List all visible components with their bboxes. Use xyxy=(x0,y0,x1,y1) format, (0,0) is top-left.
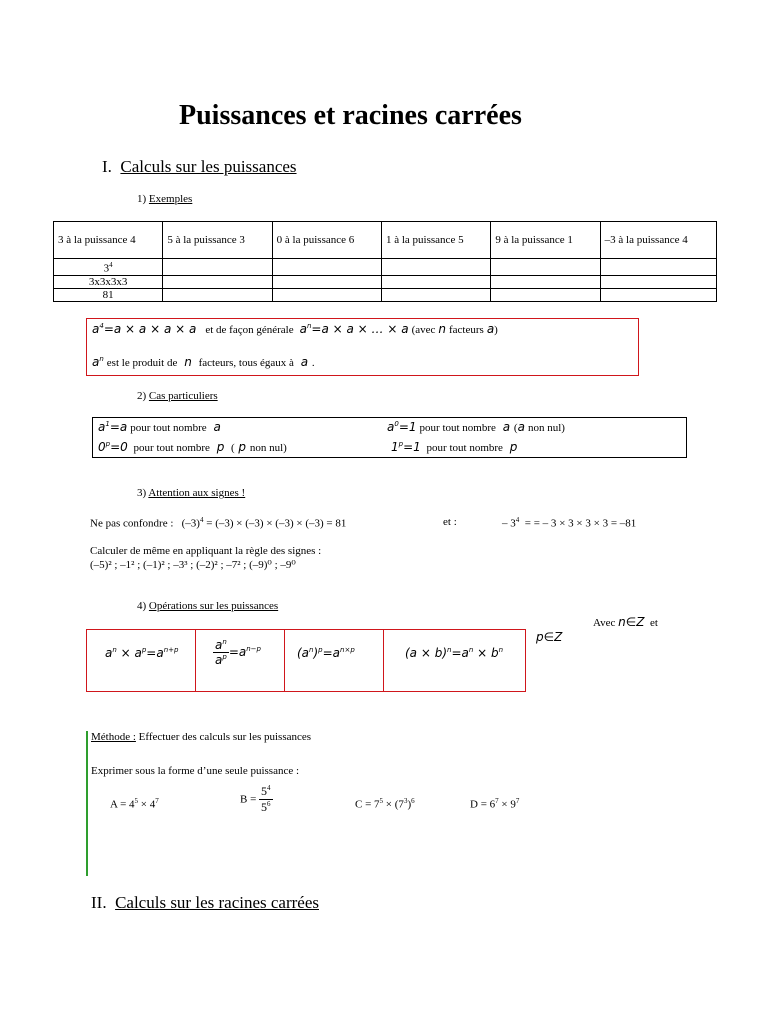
exp: 3 xyxy=(403,797,408,805)
factor: (–3) xyxy=(275,517,294,530)
table-cell xyxy=(600,275,716,288)
calculer-text: Calculer de même en appliquant la règle des signes : xyxy=(90,545,322,557)
paren-close: ) xyxy=(494,324,498,336)
case-a1: $a^1=a$ pour tout nombre a xyxy=(98,420,221,434)
minus-three-power-line: – $3^4$ = = – 3 × 3 × 3 × 3 = –81 xyxy=(502,516,637,530)
exercise-c xyxy=(355,797,415,811)
subsection-3-title: Attention aux signes ! xyxy=(148,487,246,499)
period: . xyxy=(311,357,315,369)
subsection-4-number: 4) xyxy=(137,600,147,612)
table-header-cell: 3 à la puissance 4 xyxy=(54,222,163,259)
result: = 81 xyxy=(326,517,347,530)
case-a0: $a^0=1$ pour tout nombre a (a non nul) xyxy=(387,420,565,434)
pour-tout-text: pour tout nombre xyxy=(133,442,210,454)
avec-condition xyxy=(593,615,658,629)
divider xyxy=(284,630,285,691)
method-heading xyxy=(91,731,311,743)
times-icon: × xyxy=(576,517,583,530)
three: 3 xyxy=(585,517,591,530)
table-header-cell: 1 à la puissance 5 xyxy=(381,222,490,259)
page-title: Puissances et racines carrées xyxy=(179,100,522,131)
an-expression: =a × a × … × a xyxy=(311,322,409,336)
three: 3 xyxy=(602,517,609,530)
examples-table xyxy=(53,221,717,302)
subsection-1-title: Exemples xyxy=(148,193,193,205)
exp: 7 xyxy=(515,797,520,805)
case-1p: $1^p=1$ pour tout nombre p xyxy=(391,440,518,454)
table-cell xyxy=(381,275,490,288)
exp: 7 xyxy=(495,797,499,805)
et-label: et : xyxy=(443,516,457,528)
three: 3 xyxy=(568,517,574,530)
table-row xyxy=(54,288,717,301)
table-header-cell: 9 à la puissance 1 xyxy=(491,222,600,259)
table-header-cell: –3 à la puissance 4 xyxy=(600,222,716,259)
table-cell xyxy=(272,275,381,288)
product-power-rule: $(a \times b)^n=a^n \times b^n$ xyxy=(405,646,504,660)
d-base: D = 6 xyxy=(470,798,496,811)
base: 5 xyxy=(261,784,268,798)
factor: (–3) xyxy=(305,517,324,530)
exprimer-text: Exprimer sous la forme d’une seule puissance : xyxy=(91,765,300,777)
general-text: et de façon générale xyxy=(205,324,294,336)
c-base: C = 7 xyxy=(355,798,380,811)
non-nul-text: non nul) xyxy=(249,442,287,454)
exp: 6 xyxy=(411,797,415,805)
exp: 5 xyxy=(134,797,139,805)
ne-pas-text: Ne pas confondre : xyxy=(90,517,174,530)
et-text: et xyxy=(649,617,658,629)
neg3-base: (–3) xyxy=(181,517,200,530)
exp: 4 xyxy=(267,784,271,792)
base: (7 xyxy=(394,798,404,811)
exercise-a xyxy=(110,797,159,811)
avec-text: Avec xyxy=(593,617,616,629)
table-cell xyxy=(491,259,600,276)
table-cell xyxy=(163,259,272,276)
table-header-cell: 0 à la puissance 6 xyxy=(272,222,381,259)
times-icon: × xyxy=(501,798,508,811)
times-icon: × xyxy=(266,517,273,530)
subsection-2-title: Cas particuliers xyxy=(148,390,218,402)
avec-text: (avec xyxy=(411,324,436,336)
table-cell xyxy=(54,259,163,276)
subsection-3-number: 3) xyxy=(137,487,147,499)
table-cell xyxy=(163,288,272,301)
table-header-cell: 5 à la puissance 3 xyxy=(163,222,272,259)
section-2-title: Calculs sur les racines carrées xyxy=(115,893,319,912)
subsection-2-heading xyxy=(137,390,218,402)
a4-expression: =a × a × a × a xyxy=(103,322,197,336)
exp: 6 xyxy=(267,800,271,808)
times-icon: × xyxy=(559,517,566,530)
section-1-number: I. xyxy=(102,157,112,176)
table-cell xyxy=(491,288,600,301)
table-cell xyxy=(491,275,600,288)
neg-three-eq: = – 3 xyxy=(533,517,557,530)
quotient-rule: $\frac{a^n}{a^p}$ $=a^{n-p}$ xyxy=(215,638,261,667)
exp: 7 xyxy=(155,797,159,805)
case-0p: $0^p=0$ pour tout nombre p ( p non nul) xyxy=(98,440,287,454)
subsection-4-title: Opérations sur les puissances xyxy=(148,600,279,612)
section-2-number: II. xyxy=(91,893,107,912)
exercise-list: (–5)² ; –1² ; (–1)² ; –3³ ; (–2)² ; –7² ; (–9)⁰ ; –9⁰ xyxy=(90,559,296,571)
product-text: est le produit de xyxy=(106,357,178,369)
times-icon: × xyxy=(296,517,303,530)
power-of-power-rule: $(a^n)^p=a^{n\times p}$ xyxy=(297,646,355,660)
pour-tout-text: pour tout nombre xyxy=(426,442,503,454)
table-row xyxy=(54,275,717,288)
neg-three: – 3 xyxy=(502,517,516,530)
section-2-heading xyxy=(91,893,319,913)
p-in-z: p∈Z xyxy=(536,630,563,644)
non-nul-text: non nul) xyxy=(527,422,565,434)
result: = –81 xyxy=(610,517,637,530)
subsection-4-heading xyxy=(137,600,278,612)
equal-factors-text: facteurs, tous égaux à xyxy=(198,357,294,369)
operations-box xyxy=(86,629,526,692)
table-cell: 3x3x3x3 xyxy=(54,275,163,288)
exercise-b xyxy=(240,784,273,815)
subsection-2-number: 2) xyxy=(137,390,147,402)
special-cases-box xyxy=(92,417,687,458)
table-cell xyxy=(600,259,716,276)
exp: 4 xyxy=(515,516,520,524)
section-1-heading xyxy=(102,157,297,177)
product-rule: $a^n \times a^p=a^{n+p}$ xyxy=(105,646,179,660)
exercise-d xyxy=(470,797,519,811)
method-label: Méthode : xyxy=(91,731,136,743)
table-cell xyxy=(163,275,272,288)
divider xyxy=(383,630,384,691)
table-cell: 81 xyxy=(54,288,163,301)
definition-box xyxy=(86,318,639,376)
facteurs-text: facteurs xyxy=(449,324,484,336)
pour-tout-text: pour tout nombre xyxy=(419,422,496,434)
section-1-title: Calculs sur les puissances xyxy=(120,157,297,176)
subsection-1-number: 1) xyxy=(137,193,147,205)
base: 4 xyxy=(149,798,156,811)
definition-line-1: $a^4=a \times a \times a \times a$ et de façon générale $a^n=a \times a$ × … × a (avec n facteurs a) xyxy=(92,322,498,336)
pour-tout-text: pour tout nombre xyxy=(130,422,207,434)
table-row xyxy=(54,259,717,276)
base: 5 xyxy=(261,800,268,814)
exp: 5 xyxy=(379,797,384,805)
times-icon: × xyxy=(140,798,148,811)
power-base: 3 xyxy=(103,262,110,275)
equals: = xyxy=(206,517,213,530)
table-header-row xyxy=(54,222,717,259)
definition-line-2: $a^n$ est le produit de n facteurs, tous égaux à a . xyxy=(92,355,315,369)
method-text: Effectuer des calculs sur les puissances xyxy=(138,731,312,743)
b-label: B = xyxy=(240,793,257,806)
n-in-z: n∈Z xyxy=(618,615,645,629)
table-cell xyxy=(272,259,381,276)
subsection-3-heading xyxy=(137,487,245,499)
factor: (–3) xyxy=(215,517,234,530)
paren-close: ) xyxy=(407,798,412,811)
table-cell xyxy=(381,288,490,301)
table-cell xyxy=(381,259,490,276)
a-base: A = 4 xyxy=(110,798,135,811)
table-cell xyxy=(272,288,381,301)
exp: 4 xyxy=(199,516,204,524)
times-icon: × xyxy=(385,798,393,811)
power-exponent: 4 xyxy=(109,261,113,269)
factor: (–3) xyxy=(245,517,264,530)
times-icon: × xyxy=(236,517,243,530)
times-icon: × xyxy=(593,517,600,530)
subsection-1-heading xyxy=(137,193,192,205)
table-cell xyxy=(600,288,716,301)
divider xyxy=(195,630,196,691)
base: 9 xyxy=(510,798,516,811)
ne-pas-confondre-line xyxy=(90,516,346,530)
method-marker xyxy=(86,731,88,876)
